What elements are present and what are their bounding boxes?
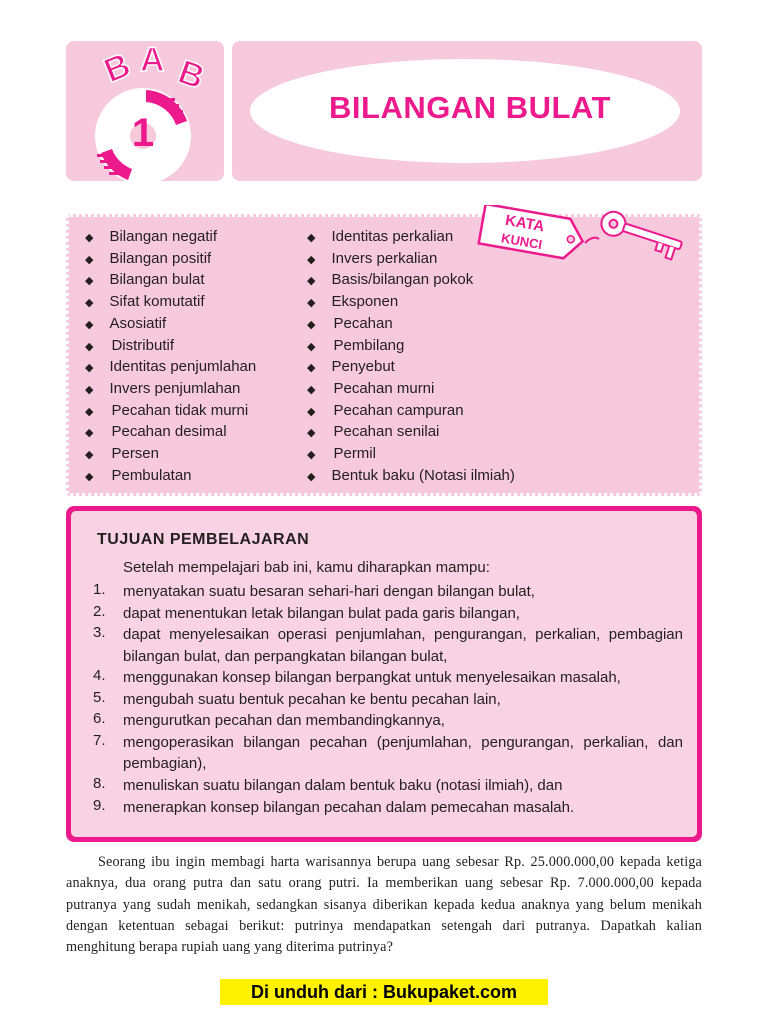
diamond-bullet-icon: ◆: [307, 470, 316, 483]
keyword-text: Pecahan tidak murni: [111, 401, 249, 419]
objective-number: 5.: [93, 688, 106, 706]
keyword-text: Pecahan senilai: [333, 423, 440, 441]
keyword-text: Permil: [333, 445, 376, 462]
keyword-text: Pecahan: [333, 314, 393, 332]
keyword-item: [85, 315, 166, 334]
objective-number: 8.: [93, 775, 106, 792]
keyword-item: [307, 293, 398, 312]
diamond-bullet-icon: ◆: [307, 232, 316, 244]
keyword-item: [85, 445, 159, 464]
objectives-intro: Setelah mempelajari bab ini, kamu diharapkan mampu:: [123, 559, 490, 576]
diamond-bullet-icon: ◆: [85, 362, 94, 375]
diamond-bullet-icon: ◆: [307, 427, 316, 440]
diamond-bullet-icon: ◆: [307, 297, 316, 310]
keyword-item: [307, 228, 453, 247]
objective-text: dapat menentukan letak bilangan bulat pada garis bilangan,: [123, 604, 520, 622]
diamond-bullet-icon: ◆: [85, 405, 94, 418]
keyword-item: [307, 380, 434, 399]
objective-number: 4.: [93, 667, 106, 684]
objective-number: 1.: [93, 581, 106, 598]
keyword-item: [85, 467, 192, 486]
objectives-heading: TUJUAN PEMBELAJARAN: [97, 531, 310, 548]
keyword-text: Pembilang: [333, 336, 405, 354]
objectives-panel: [66, 506, 702, 842]
objective-text: mengurutkan pecahan dan membandingkannya,: [123, 712, 445, 729]
keyword-text: Persen: [111, 445, 159, 462]
objective-text: menggunakan konsep bilangan berpangkat untuk menyelesaikan masalah,: [123, 669, 621, 686]
objective-text: menuliskan suatu bilangan dalam bentuk baku (notasi ilmiah), dan: [123, 777, 563, 794]
diamond-bullet-icon: ◆: [85, 449, 94, 461]
keyword-item: [85, 228, 217, 247]
keyword-text: Pecahan desimal: [111, 423, 227, 441]
chapter-letter-b2: B: [173, 52, 210, 97]
objective-number: 9.: [93, 796, 106, 814]
keyword-item: [85, 402, 248, 421]
keyword-text: Pecahan campuran: [333, 401, 464, 419]
diamond-bullet-icon: ◆: [85, 275, 94, 288]
keyword-text: Penyebut: [331, 358, 395, 376]
title-panel: [232, 41, 702, 181]
diamond-bullet-icon: ◆: [85, 383, 94, 396]
keyword-text: Pembulatan: [111, 466, 192, 484]
keyword-item: [85, 380, 240, 399]
keyword-text: Invers penjumlahan: [109, 379, 241, 397]
keyword-text: Identitas perkalian: [331, 228, 454, 245]
keyword-item: [307, 250, 437, 269]
diamond-bullet-icon: ◆: [307, 405, 316, 418]
title-oval: [250, 59, 680, 163]
objective-text: mengoperasikan bilangan pecahan (penjumlahan, pengurangan, perkalian, dan pembagian),: [123, 733, 683, 772]
diamond-bullet-icon: ◆: [85, 427, 94, 440]
keyword-item: [307, 358, 395, 377]
chapter-badge: [66, 41, 224, 181]
objective-text: mengubah suatu bentuk pecahan ke bentu pecahan lain,: [123, 690, 501, 708]
keyword-text: Basis/bilangan pokok: [331, 271, 474, 289]
footer-text: Di unduh dari : Bukupaket.com: [250, 981, 518, 1002]
keyword-text: Asosiatif: [109, 314, 167, 332]
keyword-text: Eksponen: [331, 293, 399, 311]
diamond-bullet-icon: ◆: [307, 275, 316, 288]
footer-banner: [220, 979, 548, 1005]
keyword-text: Sifat komutatif: [109, 293, 205, 311]
diamond-bullet-icon: ◆: [307, 449, 316, 461]
objective-text: menerapkan konsep bilangan pecahan dalam pemecahan masalah.: [123, 798, 575, 816]
diamond-bullet-icon: ◆: [85, 253, 94, 266]
chapter-letter-b: B: [98, 45, 136, 91]
keyword-text: Distributif: [111, 336, 174, 354]
keyword-item: [307, 271, 473, 290]
chapter-number: 1: [131, 111, 155, 155]
badge-top-text: KATA: [503, 211, 546, 236]
diamond-bullet-icon: ◆: [307, 253, 316, 266]
diamond-bullet-icon: ◆: [307, 383, 316, 396]
diamond-bullet-icon: ◆: [85, 318, 94, 331]
keyword-item: [307, 467, 515, 486]
keyword-text: Bilangan negatif: [109, 228, 218, 245]
keyword-item: [85, 358, 256, 377]
diamond-bullet-icon: ◆: [85, 297, 94, 310]
keywords-panel: [66, 211, 702, 496]
objective-number: 2.: [93, 602, 106, 620]
diamond-bullet-icon: ◆: [307, 340, 316, 353]
objective-text: menyatakan suatu besaran sehari-hari dengan bilangan bulat,: [123, 583, 535, 600]
cd-disc-icon: [66, 41, 224, 181]
badge-bottom-text: KUNCI: [500, 230, 544, 253]
objective-number: 3.: [93, 624, 106, 641]
keyword-text: Bilangan bulat: [109, 271, 205, 289]
keyword-text: Bilangan positif: [109, 249, 212, 267]
keyword-item: [307, 337, 404, 356]
keyword-item: [85, 423, 227, 442]
diamond-bullet-icon: ◆: [85, 232, 94, 244]
objectives-inner: [71, 511, 697, 837]
keyword-text: Invers perkalian: [331, 249, 438, 267]
keyword-item: [307, 315, 393, 334]
keyword-item: [307, 445, 376, 464]
diamond-bullet-icon: ◆: [85, 340, 94, 353]
keyword-text: Identitas penjumlahan: [109, 358, 257, 376]
kata-kunci-tag-icon: [475, 205, 701, 271]
diamond-bullet-icon: ◆: [307, 318, 316, 331]
keyword-item: [85, 337, 174, 356]
diamond-bullet-icon: ◆: [307, 362, 316, 375]
objective-number: 7.: [93, 731, 106, 749]
story-text: Seorang ibu ingin membagi harta warisannya berupa uang sebesar Rp. 25.000.000,00 kepada ketiga anaknya, dua orang putra dan satu orang putri. Ia memberikan uang sebesar Rp. 7.000.000,00 kepada putranya yang sudah menikah, sedangkan sisanya diberikan kepada kedua anaknya yang belum menikah dengan ketentuan sebagai berikut: putrinya mendapatkan setengah dari putranya. Dapatkah kalian menghitung berapa rupiah uang yang diterima putrinya?: [66, 854, 702, 956]
keyword-text: Bentuk baku (Notasi ilmiah): [331, 466, 515, 484]
objective-number: 6.: [93, 710, 106, 727]
keyword-item: [85, 250, 211, 269]
keyword-item: [85, 293, 205, 312]
page-title: BILANGAN BULAT: [329, 90, 611, 125]
diamond-bullet-icon: ◆: [85, 470, 94, 483]
keyword-item: [85, 271, 205, 290]
story-paragraph: [66, 852, 702, 958]
objective-text: dapat menyelesaikan operasi penjumlahan, pengurangan, perkalian, pembagian bilangan bulat, dan perpangkatan bilangan bulat,: [123, 626, 683, 665]
chapter-letter-a: A: [140, 41, 165, 79]
keyword-text: Pecahan murni: [333, 379, 435, 397]
keyword-item: [307, 423, 439, 442]
keyword-item: [307, 402, 464, 421]
